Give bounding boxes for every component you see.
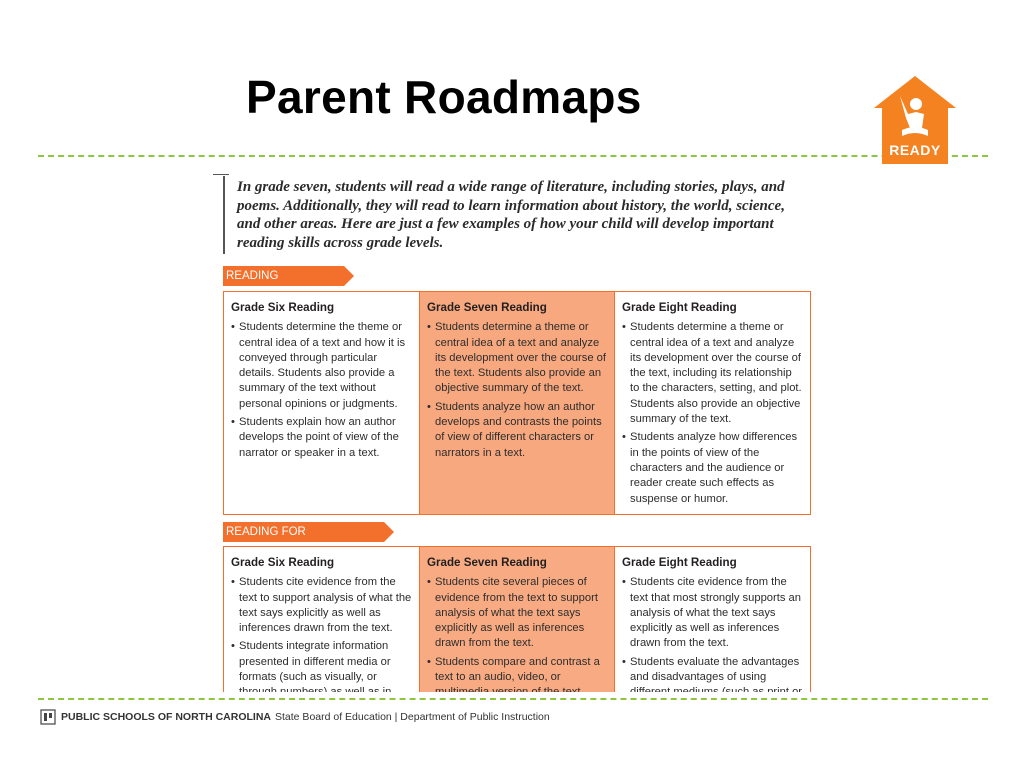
column-grade-six bbox=[224, 292, 419, 514]
column-heading: Grade Six Reading bbox=[231, 301, 335, 314]
footer-org: PUBLIC SCHOOLS OF NORTH CAROLINA bbox=[61, 711, 271, 723]
column-heading: Grade Seven Reading bbox=[427, 556, 547, 569]
section-tag-reading-for-information bbox=[223, 522, 384, 542]
column-heading: Grade Seven Reading bbox=[427, 301, 547, 314]
intro-tick bbox=[213, 174, 229, 175]
top-divider bbox=[38, 155, 988, 157]
column-heading: Grade Eight Reading bbox=[622, 556, 737, 569]
list-item: • Students analyze how differences in the points of view of the characters and the audience or reader create such effects as suspense or humor. bbox=[622, 430, 803, 506]
list-item: • Students integrate information presented in different media or formats (such as visually, or bbox=[231, 639, 413, 715]
column-grade-eight bbox=[614, 292, 809, 514]
footer-bar bbox=[0, 692, 1024, 768]
list-item: • Students determine the theme or central idea of a text and how it is conveyed through particular details. Students also provide a summary of the text without personal opinions or judgments. bbox=[231, 320, 413, 412]
bottom-divider-overlay bbox=[38, 698, 988, 700]
footer bbox=[40, 709, 550, 725]
list-item: • Students compare and contrast a text to an audio, video, or bbox=[427, 655, 608, 701]
document-excerpt bbox=[223, 172, 813, 692]
list-item: • Students cite evidence from the text to support analysis of what the text says explicitly as well as inferences drawn from the text. bbox=[231, 575, 413, 636]
list-item: • Students evaluate the advantages and disadvantages of using bbox=[622, 655, 803, 716]
reading-literature-table bbox=[223, 291, 811, 515]
column-heading: Grade Eight Reading bbox=[622, 301, 737, 314]
intro-paragraph: In grade seven, students will read a wide range of literature, including stories, plays, and poems. Additionally, they will read to learn information about history, the world, science, and other areas. Here are just a few examples of how your child will develop important reading skills across grade levels. bbox=[237, 179, 785, 251]
intro-rule bbox=[223, 176, 225, 254]
section-tag-reading-literature bbox=[223, 266, 344, 286]
section-tag-label: READING bbox=[226, 270, 279, 282]
column-grade-seven bbox=[419, 292, 614, 514]
nc-seal-icon bbox=[40, 709, 56, 725]
logo-text: READY bbox=[889, 142, 941, 158]
list-item: • Students cite several pieces of evidence from the text to support analysis of what the text says explicitly as well as inferences drawn from the text. bbox=[427, 575, 608, 651]
list-item: • Students explain how an author develops the point of view of the narrator or speaker in a text. bbox=[231, 415, 413, 461]
section-tag-label: READING FOR bbox=[226, 526, 306, 538]
list-item: • Students analyze how an author develops and contrasts the points of view of different characters or narrators in a text. bbox=[427, 400, 608, 461]
list-item: • Students determine a theme or central idea of a text and analyze its development over the course of the text. Students also provide an objective summary of the text. bbox=[427, 320, 608, 396]
list-item: • Students cite evidence from the text that most strongly supports an analysis of what the text says explicitly as well as inferences drawn from the text. bbox=[622, 575, 803, 651]
column-heading: Grade Six Reading bbox=[231, 556, 335, 569]
page-title: Parent Roadmaps bbox=[246, 71, 642, 123]
list-item: • Students determine a theme or central idea of a text and analyze its development over the course of the text, including its relationship to the characters, setting, and plot. Students also provide an objective summary of the text. bbox=[622, 320, 803, 427]
footer-rest: State Board of Education | Department of Public Instruction bbox=[275, 711, 550, 723]
